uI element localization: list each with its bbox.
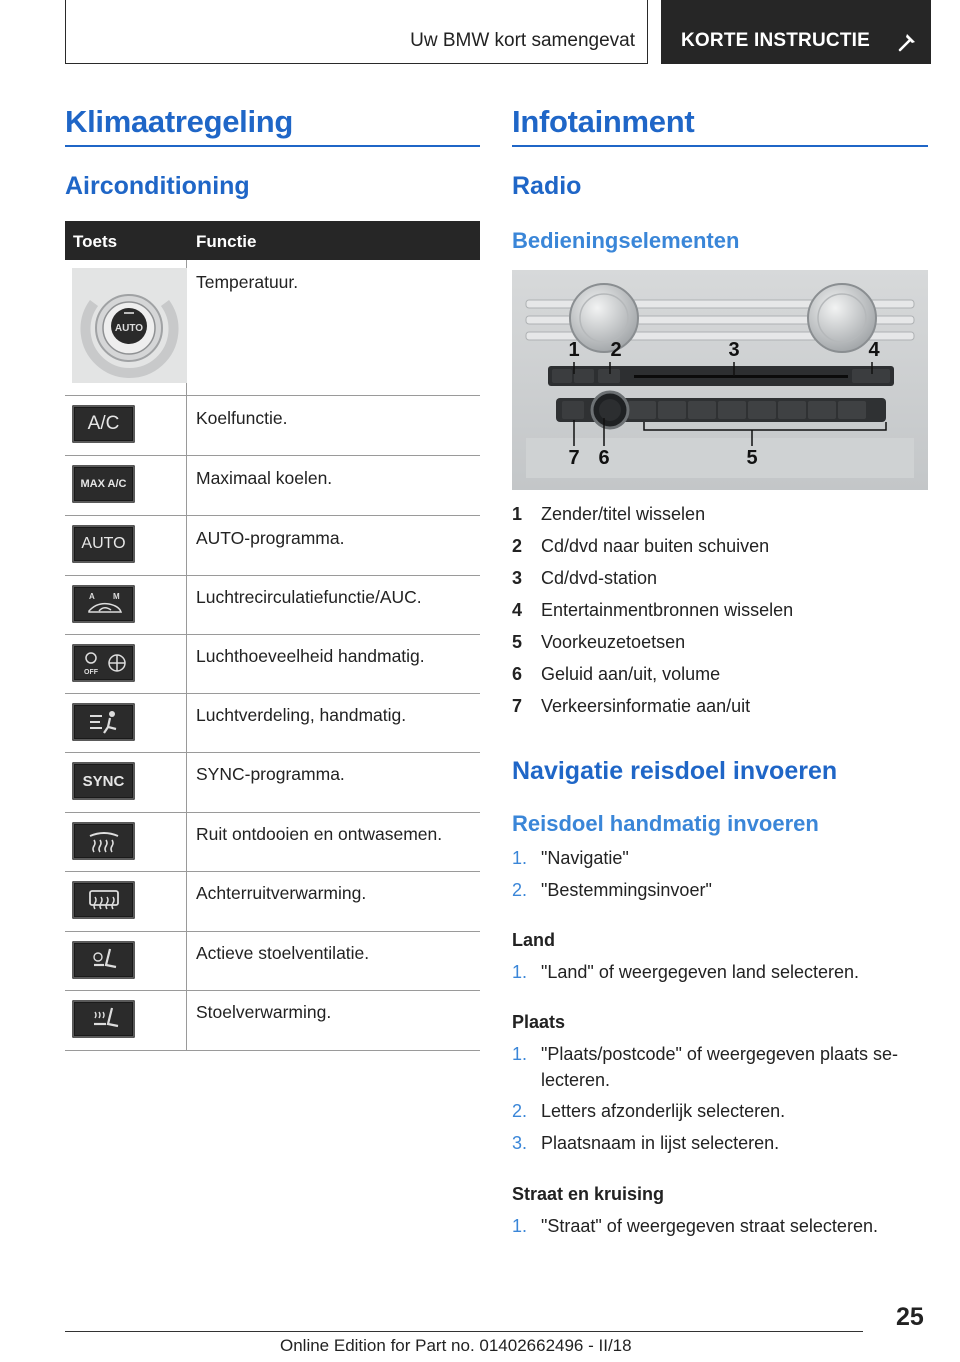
list-number: 1 bbox=[512, 504, 523, 524]
ac-button-icon: A/C bbox=[72, 405, 135, 443]
section-title-infotainment: Infotainment bbox=[512, 104, 695, 139]
fan-button-icon bbox=[72, 644, 135, 682]
subsection-title-aircon: Airconditioning bbox=[65, 172, 250, 200]
front-defrost-button-icon bbox=[72, 822, 135, 860]
callout-6: 6 bbox=[598, 447, 610, 469]
sync-button-icon: SYNC bbox=[72, 762, 135, 800]
air-distribution-button-icon bbox=[72, 703, 135, 741]
auto-button-icon: AUTO bbox=[72, 525, 135, 563]
label-plaats: Plaats bbox=[512, 1012, 566, 1032]
svg-text:A: A bbox=[88, 592, 95, 601]
seat-ventilation-icon bbox=[84, 945, 124, 975]
list-number: 7 bbox=[512, 696, 523, 716]
label-land: Land bbox=[512, 930, 555, 950]
recirculation-icon bbox=[79, 589, 129, 619]
rear-defrost-button-icon bbox=[72, 881, 135, 919]
page-number: 25 bbox=[896, 1303, 924, 1331]
list-number: 4 bbox=[512, 600, 523, 620]
function-text: Actieve stoelventilatie. bbox=[196, 943, 370, 963]
section-title-climate: Klimaatregeling bbox=[65, 104, 294, 139]
function-text: Koelfunctie. bbox=[196, 408, 288, 428]
section-title-rule bbox=[512, 145, 928, 147]
callout-2: 2 bbox=[610, 339, 622, 361]
subsection-title-navigation: Navigatie reisdoel invoeren bbox=[512, 757, 838, 785]
step-text: "Plaats/postcode" of weergegeven plaats se- bbox=[541, 1044, 898, 1064]
quick-reference-icon bbox=[897, 30, 919, 52]
header-chapter-title: KORTE INSTRUCTIE bbox=[681, 30, 870, 51]
svg-text:M: M bbox=[112, 592, 120, 601]
table-row bbox=[65, 396, 480, 456]
list-text: Geluid aan/uit, volume bbox=[541, 664, 721, 684]
step-text: "Land" of weergegeven land selecteren. bbox=[541, 962, 859, 982]
fan-icon bbox=[77, 648, 131, 678]
function-text: Ruit ontdooien en ontwasemen. bbox=[196, 824, 443, 844]
dial-label: AUTO bbox=[114, 323, 144, 334]
table-row bbox=[65, 694, 480, 753]
list-number: 5 bbox=[512, 632, 523, 652]
step-number: 2. bbox=[512, 1101, 528, 1121]
list-number: 6 bbox=[512, 664, 523, 684]
section-title-rule bbox=[65, 145, 480, 147]
step-text: "Navigatie" bbox=[541, 848, 629, 868]
table-header-function: Functie bbox=[196, 232, 257, 251]
function-text: Temperatuur. bbox=[196, 272, 299, 292]
step-text: "Bestemmingsinvoer" bbox=[541, 880, 712, 900]
callout-4: 4 bbox=[868, 339, 880, 361]
list-text: Zender/titel wisselen bbox=[541, 504, 706, 524]
step-text: Plaatsnaam in lijst selecteren. bbox=[541, 1133, 780, 1153]
max-ac-button-icon: MAX A/C bbox=[72, 465, 135, 503]
table-row bbox=[65, 991, 480, 1051]
callout-7: 7 bbox=[568, 447, 580, 469]
function-text: AUTO-programma. bbox=[196, 528, 345, 548]
rear-defrost-icon bbox=[84, 885, 124, 915]
table-row bbox=[65, 753, 480, 813]
table-row bbox=[65, 872, 480, 932]
table-row bbox=[65, 813, 480, 872]
step-number: 2. bbox=[512, 880, 528, 900]
step-text: "Straat" of weergegeven straat selecteren. bbox=[541, 1216, 878, 1236]
fan-off-label: OFF bbox=[83, 669, 98, 676]
step-number: 1. bbox=[512, 1044, 528, 1064]
table-row bbox=[65, 456, 480, 516]
temperature-dial-icon bbox=[72, 268, 187, 383]
function-text: Luchtverdeling, handmatig. bbox=[196, 705, 407, 725]
seat-ventilation-button-icon bbox=[72, 941, 135, 979]
table-row bbox=[65, 635, 480, 694]
edition-text: Online Edition for Part no. 01402662496 - II/18 bbox=[280, 1336, 632, 1355]
subsection-title-radio: Radio bbox=[512, 172, 582, 200]
list-text: Entertainmentbronnen wisselen bbox=[541, 600, 794, 620]
function-text: Maximaal koelen. bbox=[196, 468, 333, 488]
header-section-box bbox=[65, 0, 648, 64]
function-text: Luchtrecirculatiefunctie/AUC. bbox=[196, 587, 422, 607]
front-defrost-icon bbox=[84, 826, 124, 856]
step-number: 1. bbox=[512, 848, 528, 868]
list-number: 2 bbox=[512, 536, 523, 556]
function-text: SYNC-programma. bbox=[196, 764, 345, 784]
function-text: Stoelverwarming. bbox=[196, 1002, 332, 1022]
list-text: Verkeersinformatie aan/uit bbox=[541, 696, 751, 716]
table-row bbox=[65, 576, 480, 635]
header-section-title: Uw BMW kort samengevat bbox=[410, 30, 635, 51]
seat-heating-button-icon bbox=[72, 1000, 135, 1038]
table-row bbox=[65, 260, 480, 396]
temperature-dial-image bbox=[72, 268, 187, 383]
step-number: 1. bbox=[512, 962, 528, 982]
table-header bbox=[65, 221, 480, 260]
label-straat: Straat en kruising bbox=[512, 1184, 665, 1204]
callout-5: 5 bbox=[746, 447, 758, 469]
step-number: 3. bbox=[512, 1133, 528, 1153]
callout-1: 1 bbox=[568, 339, 580, 361]
list-number: 3 bbox=[512, 568, 523, 588]
seat-heating-icon bbox=[84, 1004, 124, 1034]
air-distribution-icon bbox=[84, 707, 124, 737]
callout-3: 3 bbox=[728, 339, 740, 361]
subsection-title-controls: Bedieningselementen bbox=[512, 228, 740, 253]
list-text: Voorkeuzetoetsen bbox=[541, 632, 686, 652]
list-text: Cd/dvd naar buiten schuiven bbox=[541, 536, 770, 556]
function-text: Luchthoeveelheid handmatig. bbox=[196, 646, 425, 666]
list-text: Cd/dvd-station bbox=[541, 568, 658, 588]
table-row bbox=[65, 932, 480, 991]
step-number: 1. bbox=[512, 1216, 528, 1236]
step-text: Letters afzonderlijk selecteren. bbox=[541, 1101, 786, 1121]
radio-controls-illustration bbox=[512, 270, 928, 490]
table-header-key: Toets bbox=[73, 232, 118, 251]
footer-rule bbox=[65, 1331, 863, 1332]
subsection-title-manual-entry: Reisdoel handmatig invoeren bbox=[512, 811, 819, 836]
step-text: lecteren. bbox=[541, 1070, 611, 1090]
header-chapter-box bbox=[661, 0, 931, 64]
function-text: Achterruitverwarming. bbox=[196, 883, 367, 903]
recirculation-button-icon bbox=[72, 585, 135, 623]
table-row bbox=[65, 516, 480, 576]
